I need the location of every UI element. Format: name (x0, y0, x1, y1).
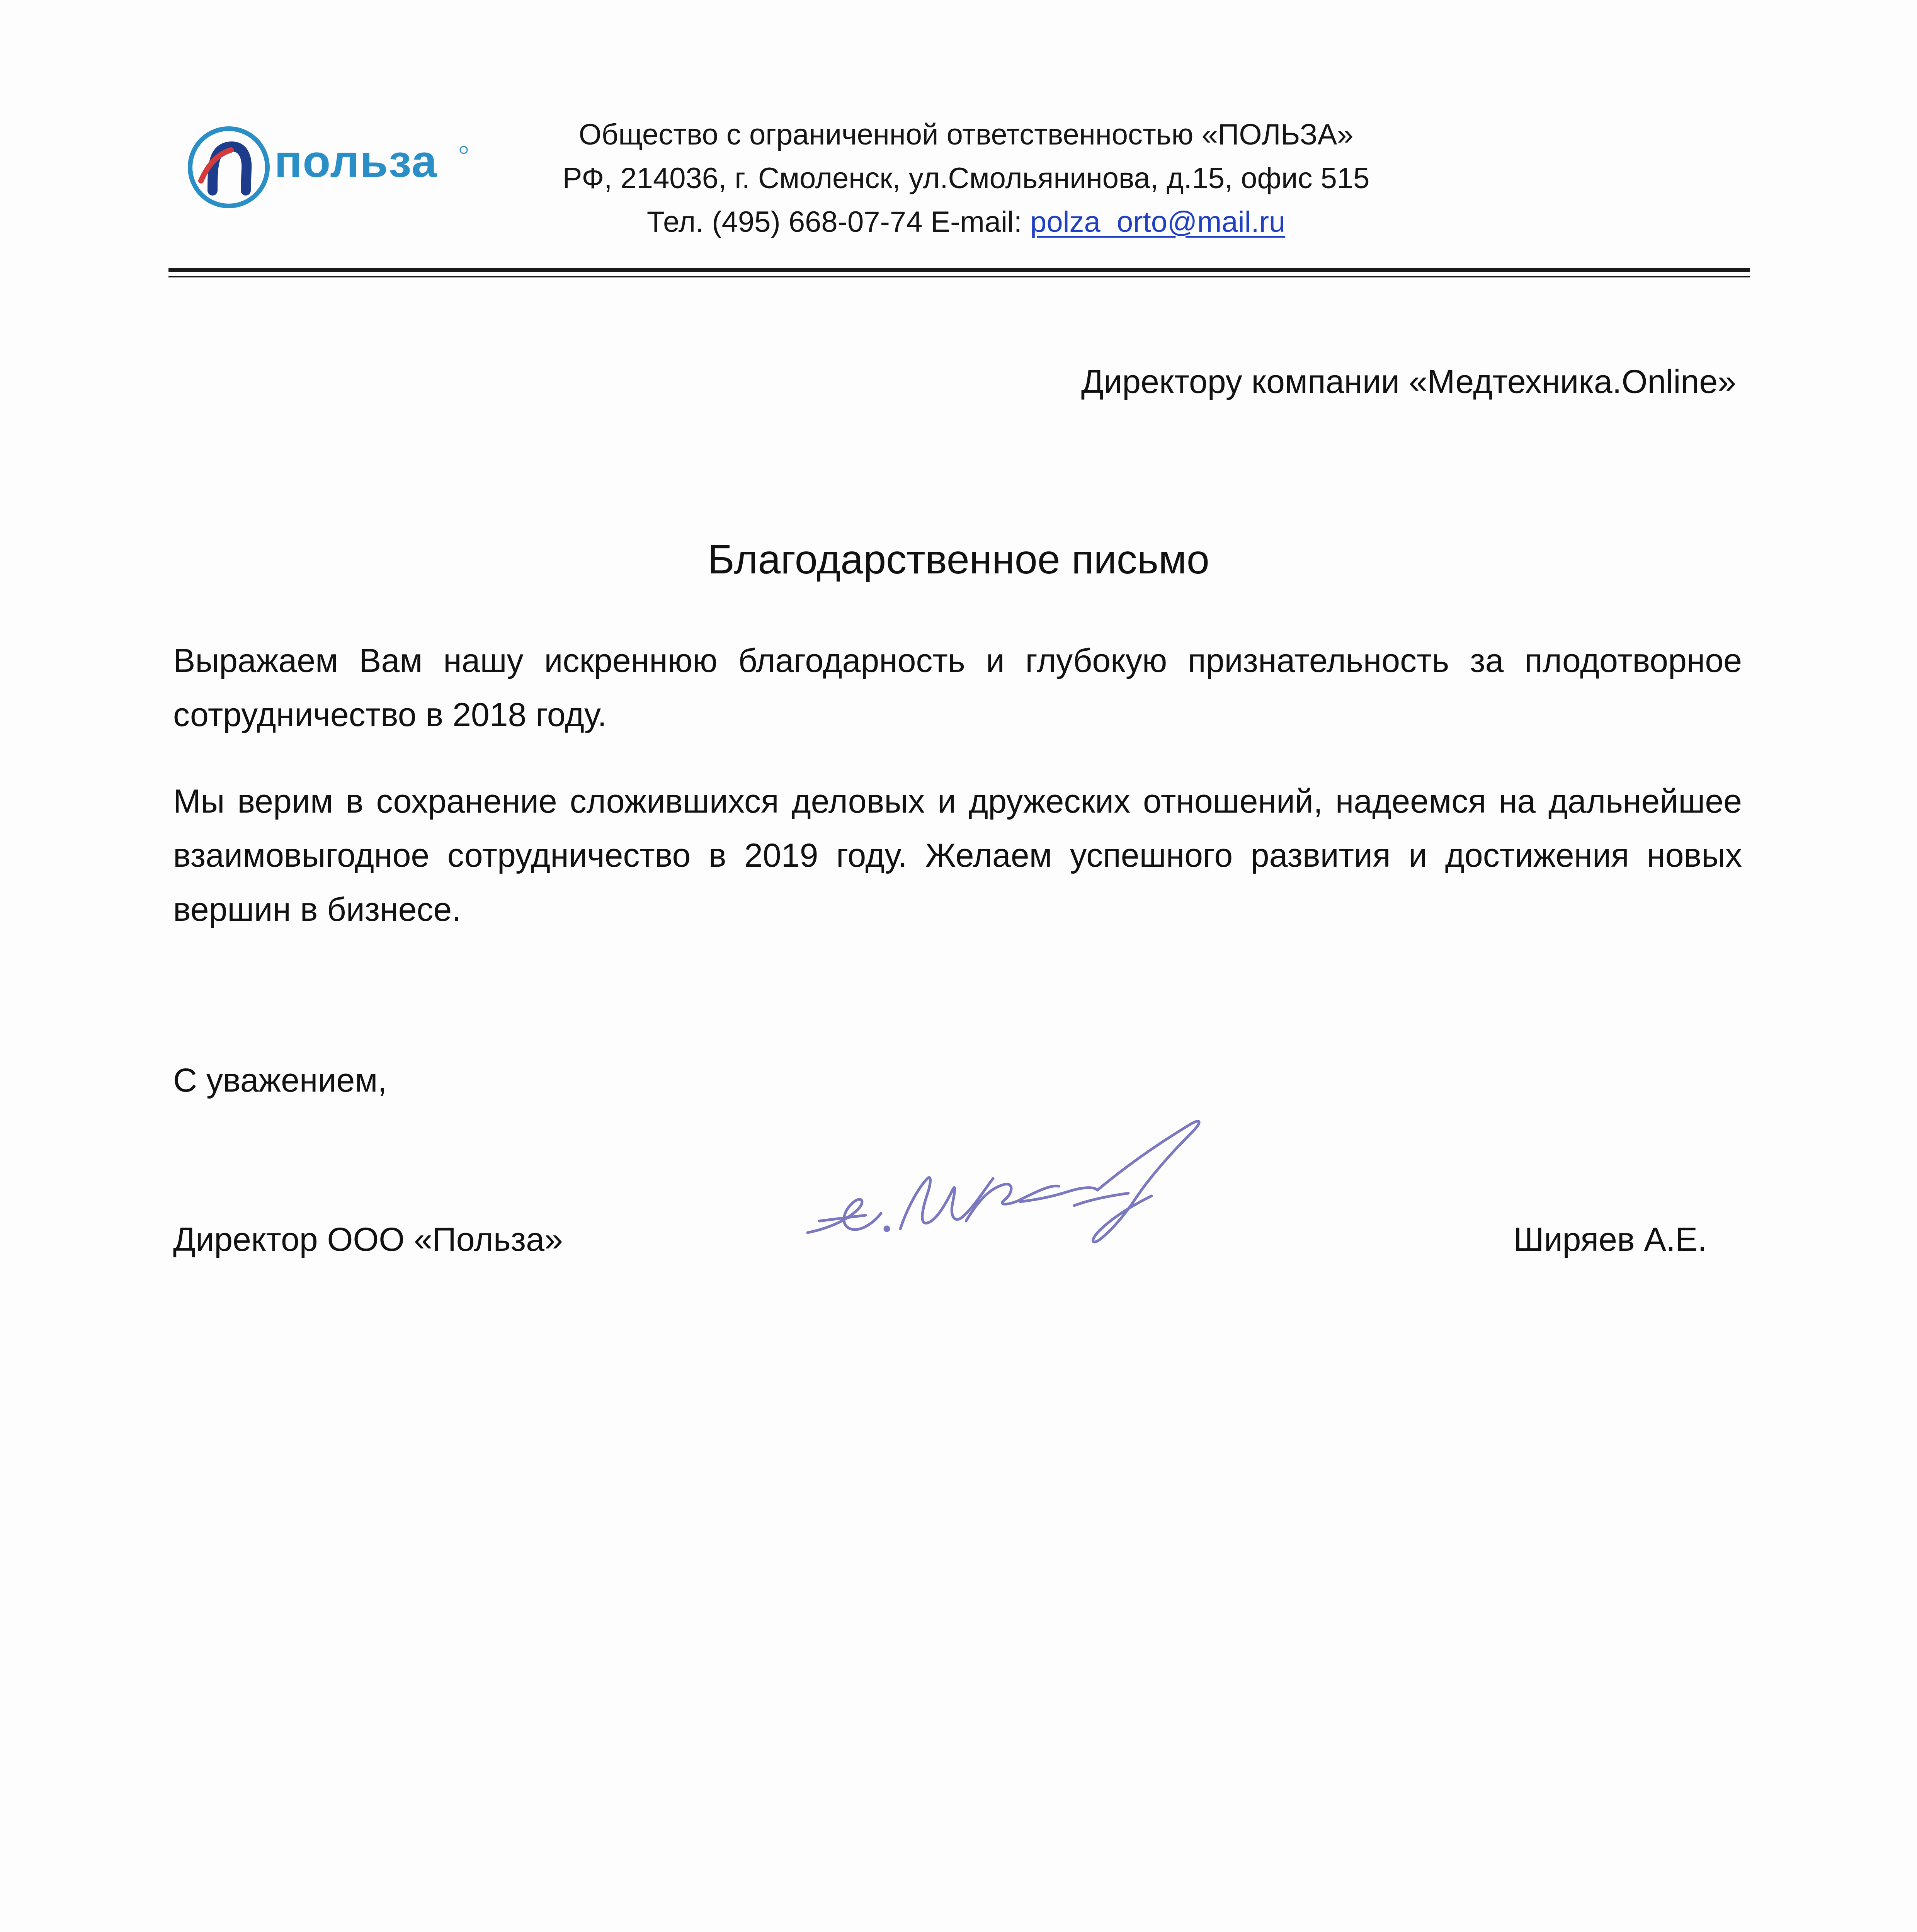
body-paragraph-2: Мы верим в сохранение сложившихся деловых и дружеских отношений, надеемся на дальнейшее взаимовыгодное сотрудничество в 2019 году. Желаем успешного развития и достижения новых вершин в бизнесе. (173, 783, 1742, 928)
company-name: Общество с ограниченной ответственностью «ПОЛЬЗА» (578, 118, 1354, 151)
phone-label: Тел. (495) 668-07-74 E-mail: (646, 206, 1031, 238)
handwritten-signature (804, 1105, 1252, 1260)
polza-logo-icon (185, 123, 471, 212)
contact-line (479, 200, 1453, 244)
letter-title: Благодарственное письмо (708, 537, 1209, 582)
signature-icon (804, 1105, 1252, 1260)
company-address: РФ, 214036, г. Смоленск, ул.Смольянинова, д.15, офис 515 (562, 162, 1370, 195)
signatory-name: Ширяев А.Е. (1513, 1221, 1707, 1258)
letterhead-divider-thin (168, 276, 1750, 277)
addressee: Директору компании «Медтехника.Online» (1081, 363, 1736, 400)
letterhead-block (479, 113, 1453, 244)
company-logo (185, 123, 471, 212)
body-paragraph-1: Выражаем Вам нашу искреннюю благодарность и глубокую признательность за плодотворное сотрудничество в 2018 году. (173, 642, 1742, 733)
closing-regards: С уважением, (173, 1062, 387, 1099)
signer-position: Директор ООО «Польза» (173, 1221, 563, 1258)
logo-wordmark: польза (274, 136, 438, 187)
email-link[interactable]: polza_orto@mail.ru (1030, 206, 1286, 238)
letterhead-divider-thick (168, 268, 1750, 272)
